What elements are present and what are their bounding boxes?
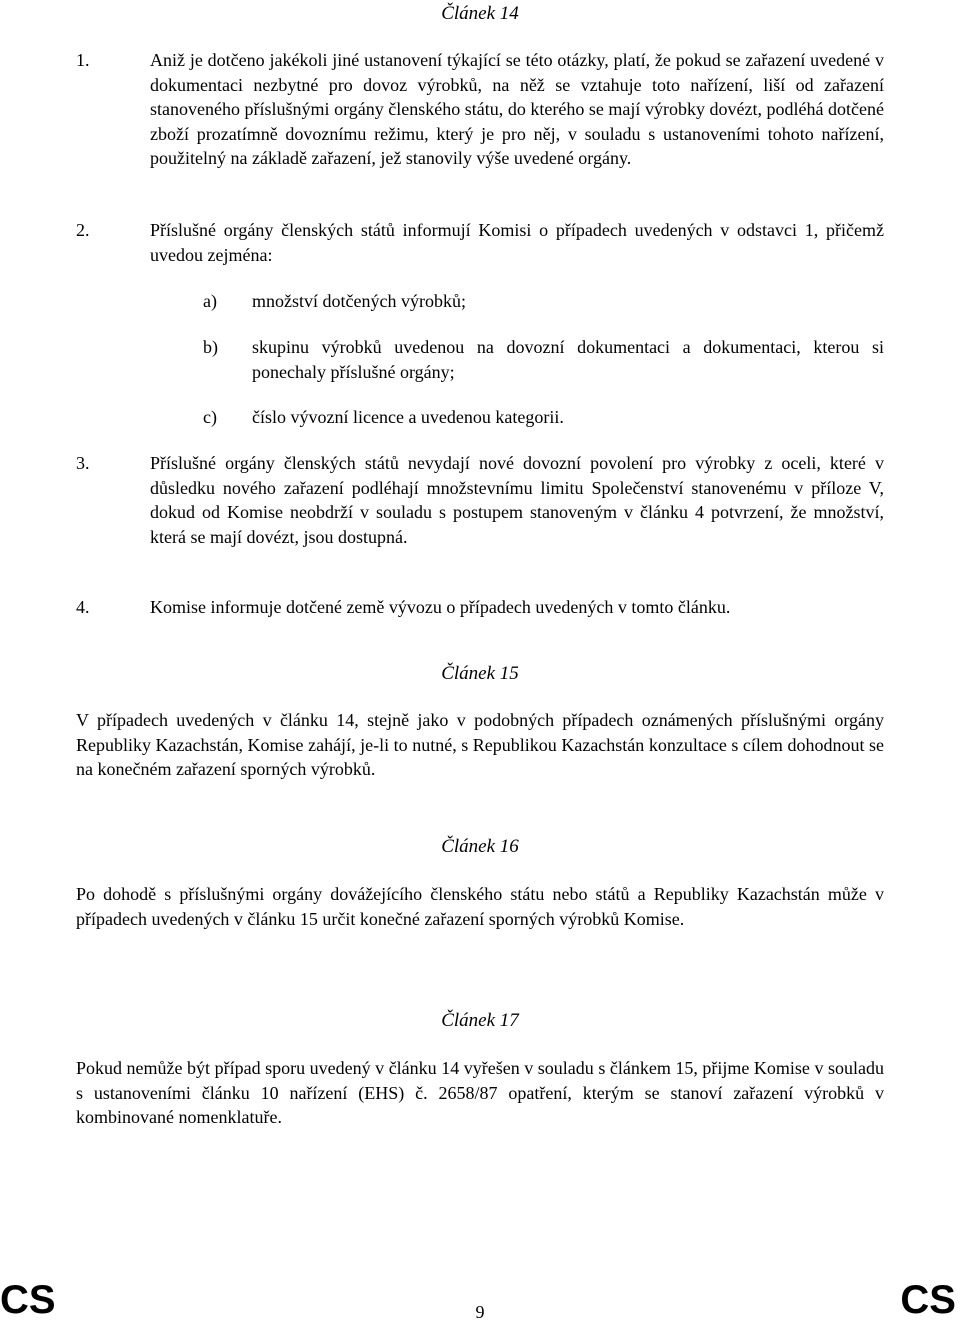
list-item-text-b: skupinu výrobků uvedenou na dovozní dokumentaci a dokumentaci, kterou si ponechaly příslušné orgány; [252,337,884,382]
article-16-title: Článek 16 [441,836,519,857]
list-item-label-a: a) [203,291,217,311]
article-14-paragraph-1: Aniž je dotčeno jakékoli jiné ustanovení týkající se této otázky, platí, že pokud se zařazení uvedené v dokumentaci nezbytné pro dovoz výrobků, na něž se vztahuje toto nařízení, liší od zařazení stanoveného příslušnými orgány členského státu, do kterého se mají výrobky dovézt, podléhá dotčené zboží prozatímně dovoznímu režimu, který je pro něj, v souladu s ustanoveními tohoto nařízení, použitelný na základě zařazení, jež stanovily výše uvedené orgány. [150,50,884,169]
article-14-paragraph-1-number: 1. [76,50,90,70]
footer-language-code-left: CS [0,1278,56,1322]
article-14-paragraph-2-number: 2. [76,220,90,240]
footer-language-code-right: CS [900,1278,956,1322]
article-17-title: Článek 17 [441,1010,519,1031]
list-item-text-c: číslo vývozní licence a uvedenou kategorii. [252,407,564,427]
article-14-paragraph-2: Příslušné orgány členských států informují Komisi o případech uvedených v odstavci 1, přičemž uvedou zejména: [150,220,884,265]
page-number: 9 [475,1302,485,1322]
article-14-paragraph-3-number: 3. [76,453,90,473]
article-16-text: Po dohodě s příslušnými orgány dovážejícího členského státu nebo států a Republiky Kazachstán může v případech uvedených v článku 15 určit konečné zařazení sporných výrobků Komise. [76,884,884,929]
article-17-text: Pokud nemůže být případ sporu uvedený v článku 14 vyřešen v souladu s článkem 15, přijme Komise v souladu s ustanoveními článku 10 nařízení (EHS) č. 2658/87 opatření, kterým se stanoví zařazení výrobků v kombinované nomenklatuře. [76,1058,884,1128]
article-14-paragraph-4: Komise informuje dotčené země vývozu o případech uvedených v tomto článku. [150,597,731,617]
article-15-text: V případech uvedených v článku 14, stejně jako v podobných případech oznámených příslušnými orgány Republiky Kazachstán, Komise zahájí, je-li to nutné, s Republikou Kazachstán konzultace s cílem dohodnout se na konečném zařazení sporných výrobků. [76,710,884,780]
list-item-label-b: b) [203,337,218,357]
article-14-title: Článek 14 [441,3,519,24]
list-item-text-a: množství dotčených výrobků; [252,291,466,311]
list-item-label-c: c) [203,407,217,427]
article-14-paragraph-4-number: 4. [76,597,90,617]
article-15-title: Článek 15 [441,663,519,684]
article-14-paragraph-3: Příslušné orgány členských států nevydají nové dovozní povolení pro výrobky z oceli, které v důsledku nového zařazení podléhají množstevnímu limitu Společenství stanovenému v příloze V, dokud od Komise neobdrží v souladu s postupem stanoveným v článku 4 potvrzení, že množství, která se mají dovézt, jsou dostupná. [150,453,884,547]
